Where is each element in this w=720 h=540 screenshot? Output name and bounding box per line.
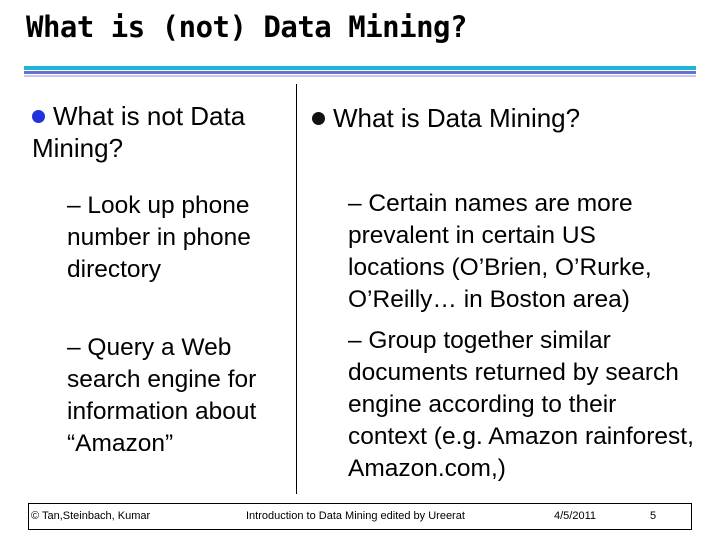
left-item-2: – Query a Web search engine for information about “Amazon” — [67, 334, 257, 457]
footer-date: 4/5/2011 — [554, 510, 597, 522]
footer-course: Introduction to Data Mining edited by Ureerat — [246, 510, 465, 522]
slide-footer — [28, 503, 692, 530]
left-item-1: – Look up phone number in phone directory — [67, 192, 251, 283]
title-underline-middle — [24, 71, 696, 74]
left-heading — [32, 100, 294, 164]
left-heading-text: What is not Data Mining? — [32, 101, 246, 163]
slide-title: What is (not) Data Mining? — [26, 10, 467, 44]
left-bullet-icon — [32, 110, 45, 123]
right-column — [312, 102, 702, 482]
right-bullet-icon — [312, 112, 325, 125]
footer-copyright: © Tan,Steinbach, Kumar — [31, 510, 151, 522]
title-underline-bottom — [24, 75, 696, 77]
right-heading — [312, 102, 702, 134]
right-item-1: – Certain names are more prevalent in certain US locations (O’Brien, O’Rurke, O’Reilly… in Boston area) — [348, 190, 652, 313]
footer-page-number: 5 — [650, 510, 657, 522]
left-column — [32, 100, 294, 457]
column-divider — [296, 84, 297, 494]
right-heading-text: What is Data Mining? — [333, 103, 581, 133]
right-item-2: – Group together similar documents returned by search engine according to their context (e.g. Amazon rainforest, Amazon.com,) — [348, 327, 694, 482]
title-underline-top — [24, 66, 696, 70]
